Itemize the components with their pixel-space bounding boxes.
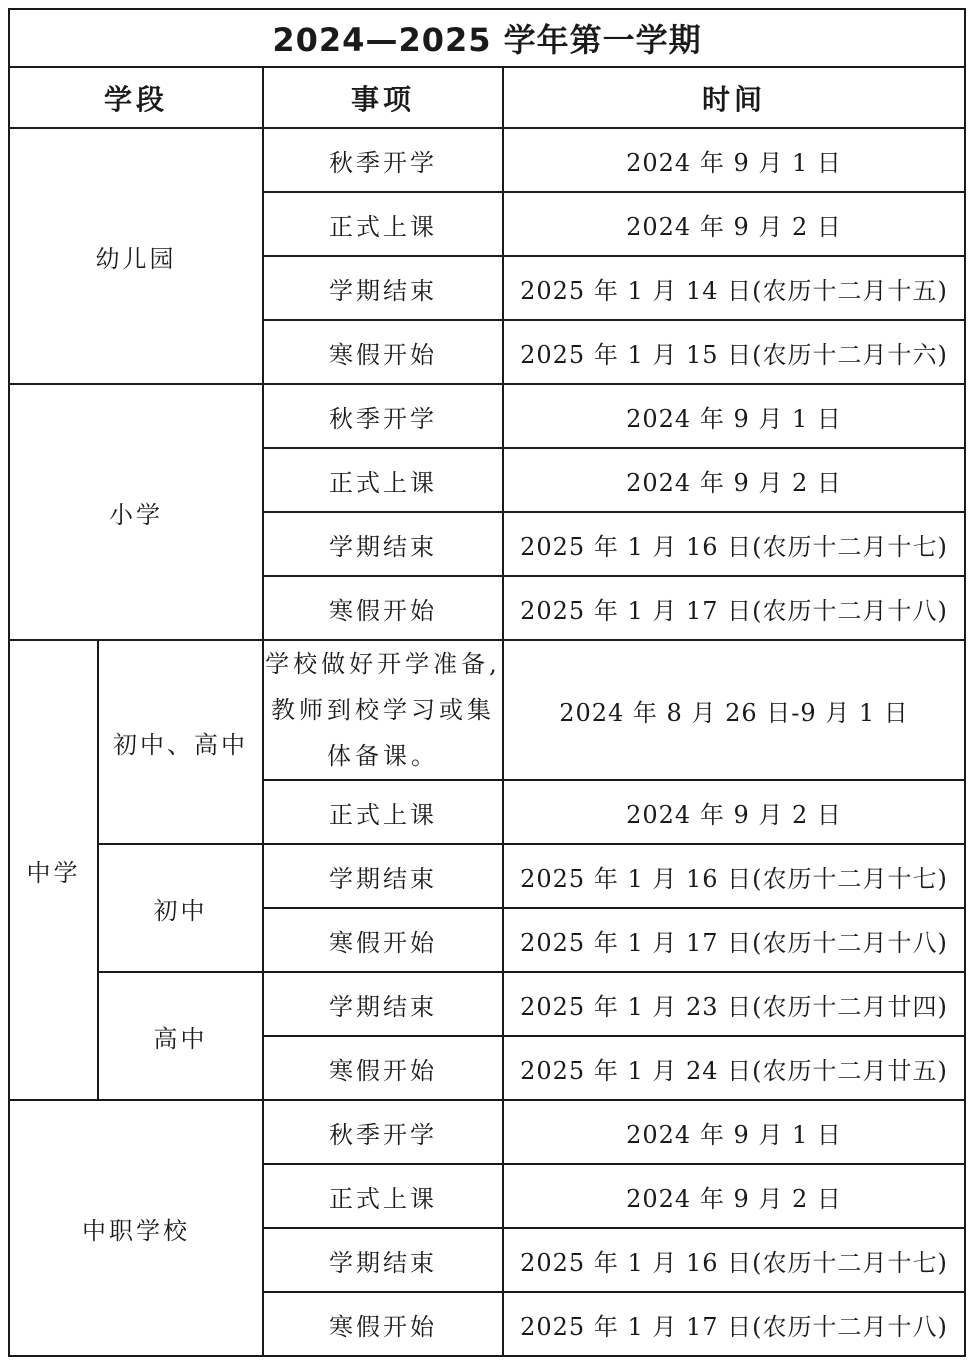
stage-junior-senior: 初中、高中 (98, 640, 263, 844)
time-cell: 2025 年 1 月 14 日(农历十二月十五) (503, 256, 965, 320)
event-cell: 正式上课 (263, 780, 503, 844)
table-row (9, 1100, 965, 1164)
stage-senior: 高中 (98, 972, 263, 1100)
time-cell: 2024 年 9 月 1 日 (503, 384, 965, 448)
event-cell: 寒假开始 (263, 1036, 503, 1100)
time-cell: 2024 年 9 月 2 日 (503, 192, 965, 256)
time-cell: 2025 年 1 月 24 日(农历十二月廿五) (503, 1036, 965, 1100)
time-cell: 2025 年 1 月 23 日(农历十二月廿四) (503, 972, 965, 1036)
school-calendar-table (8, 8, 966, 1357)
table-row (9, 844, 965, 908)
table-row (9, 384, 965, 448)
event-cell: 正式上课 (263, 1164, 503, 1228)
event-cell: 秋季开学 (263, 128, 503, 192)
time-cell: 2025 年 1 月 16 日(农历十二月十七) (503, 512, 965, 576)
time-cell: 2024 年 8 月 26 日-9 月 1 日 (503, 640, 965, 780)
event-cell: 学期结束 (263, 972, 503, 1036)
event-cell: 学期结束 (263, 512, 503, 576)
time-cell: 2025 年 1 月 16 日(农历十二月十七) (503, 844, 965, 908)
event-cell: 学校做好开学准备,教师到校学习或集体备课。 (263, 640, 503, 780)
header-time: 时间 (503, 67, 965, 128)
event-cell: 学期结束 (263, 844, 503, 908)
event-cell: 正式上课 (263, 192, 503, 256)
time-cell: 2025 年 1 月 17 日(农历十二月十八) (503, 576, 965, 640)
time-cell: 2024 年 9 月 2 日 (503, 448, 965, 512)
title-row (9, 9, 965, 67)
time-cell: 2025 年 1 月 17 日(农历十二月十八) (503, 1292, 965, 1356)
event-cell: 学期结束 (263, 256, 503, 320)
stage-primary: 小学 (9, 384, 263, 640)
event-cell: 秋季开学 (263, 384, 503, 448)
header-event: 事项 (263, 67, 503, 128)
header-stage: 学段 (9, 67, 263, 128)
header-row (9, 67, 965, 128)
event-cell: 秋季开学 (263, 1100, 503, 1164)
stage-secondary: 中学 (9, 640, 98, 1100)
event-cell: 学期结束 (263, 1228, 503, 1292)
table-row (9, 640, 965, 780)
stage-vocational: 中职学校 (9, 1100, 263, 1356)
time-cell: 2024 年 9 月 2 日 (503, 780, 965, 844)
table-row (9, 972, 965, 1036)
time-cell: 2024 年 9 月 2 日 (503, 1164, 965, 1228)
event-cell: 正式上课 (263, 448, 503, 512)
time-cell: 2024 年 9 月 1 日 (503, 128, 965, 192)
event-cell: 寒假开始 (263, 1292, 503, 1356)
event-cell: 寒假开始 (263, 320, 503, 384)
event-cell: 寒假开始 (263, 576, 503, 640)
stage-junior: 初中 (98, 844, 263, 972)
time-cell: 2025 年 1 月 16 日(农历十二月十七) (503, 1228, 965, 1292)
stage-kindergarten: 幼儿园 (9, 128, 263, 384)
table-row (9, 128, 965, 192)
time-cell: 2024 年 9 月 1 日 (503, 1100, 965, 1164)
time-cell: 2025 年 1 月 15 日(农历十二月十六) (503, 320, 965, 384)
event-cell: 寒假开始 (263, 908, 503, 972)
time-cell: 2025 年 1 月 17 日(农历十二月十八) (503, 908, 965, 972)
table-title: 2024—2025 学年第一学期 (9, 9, 965, 67)
